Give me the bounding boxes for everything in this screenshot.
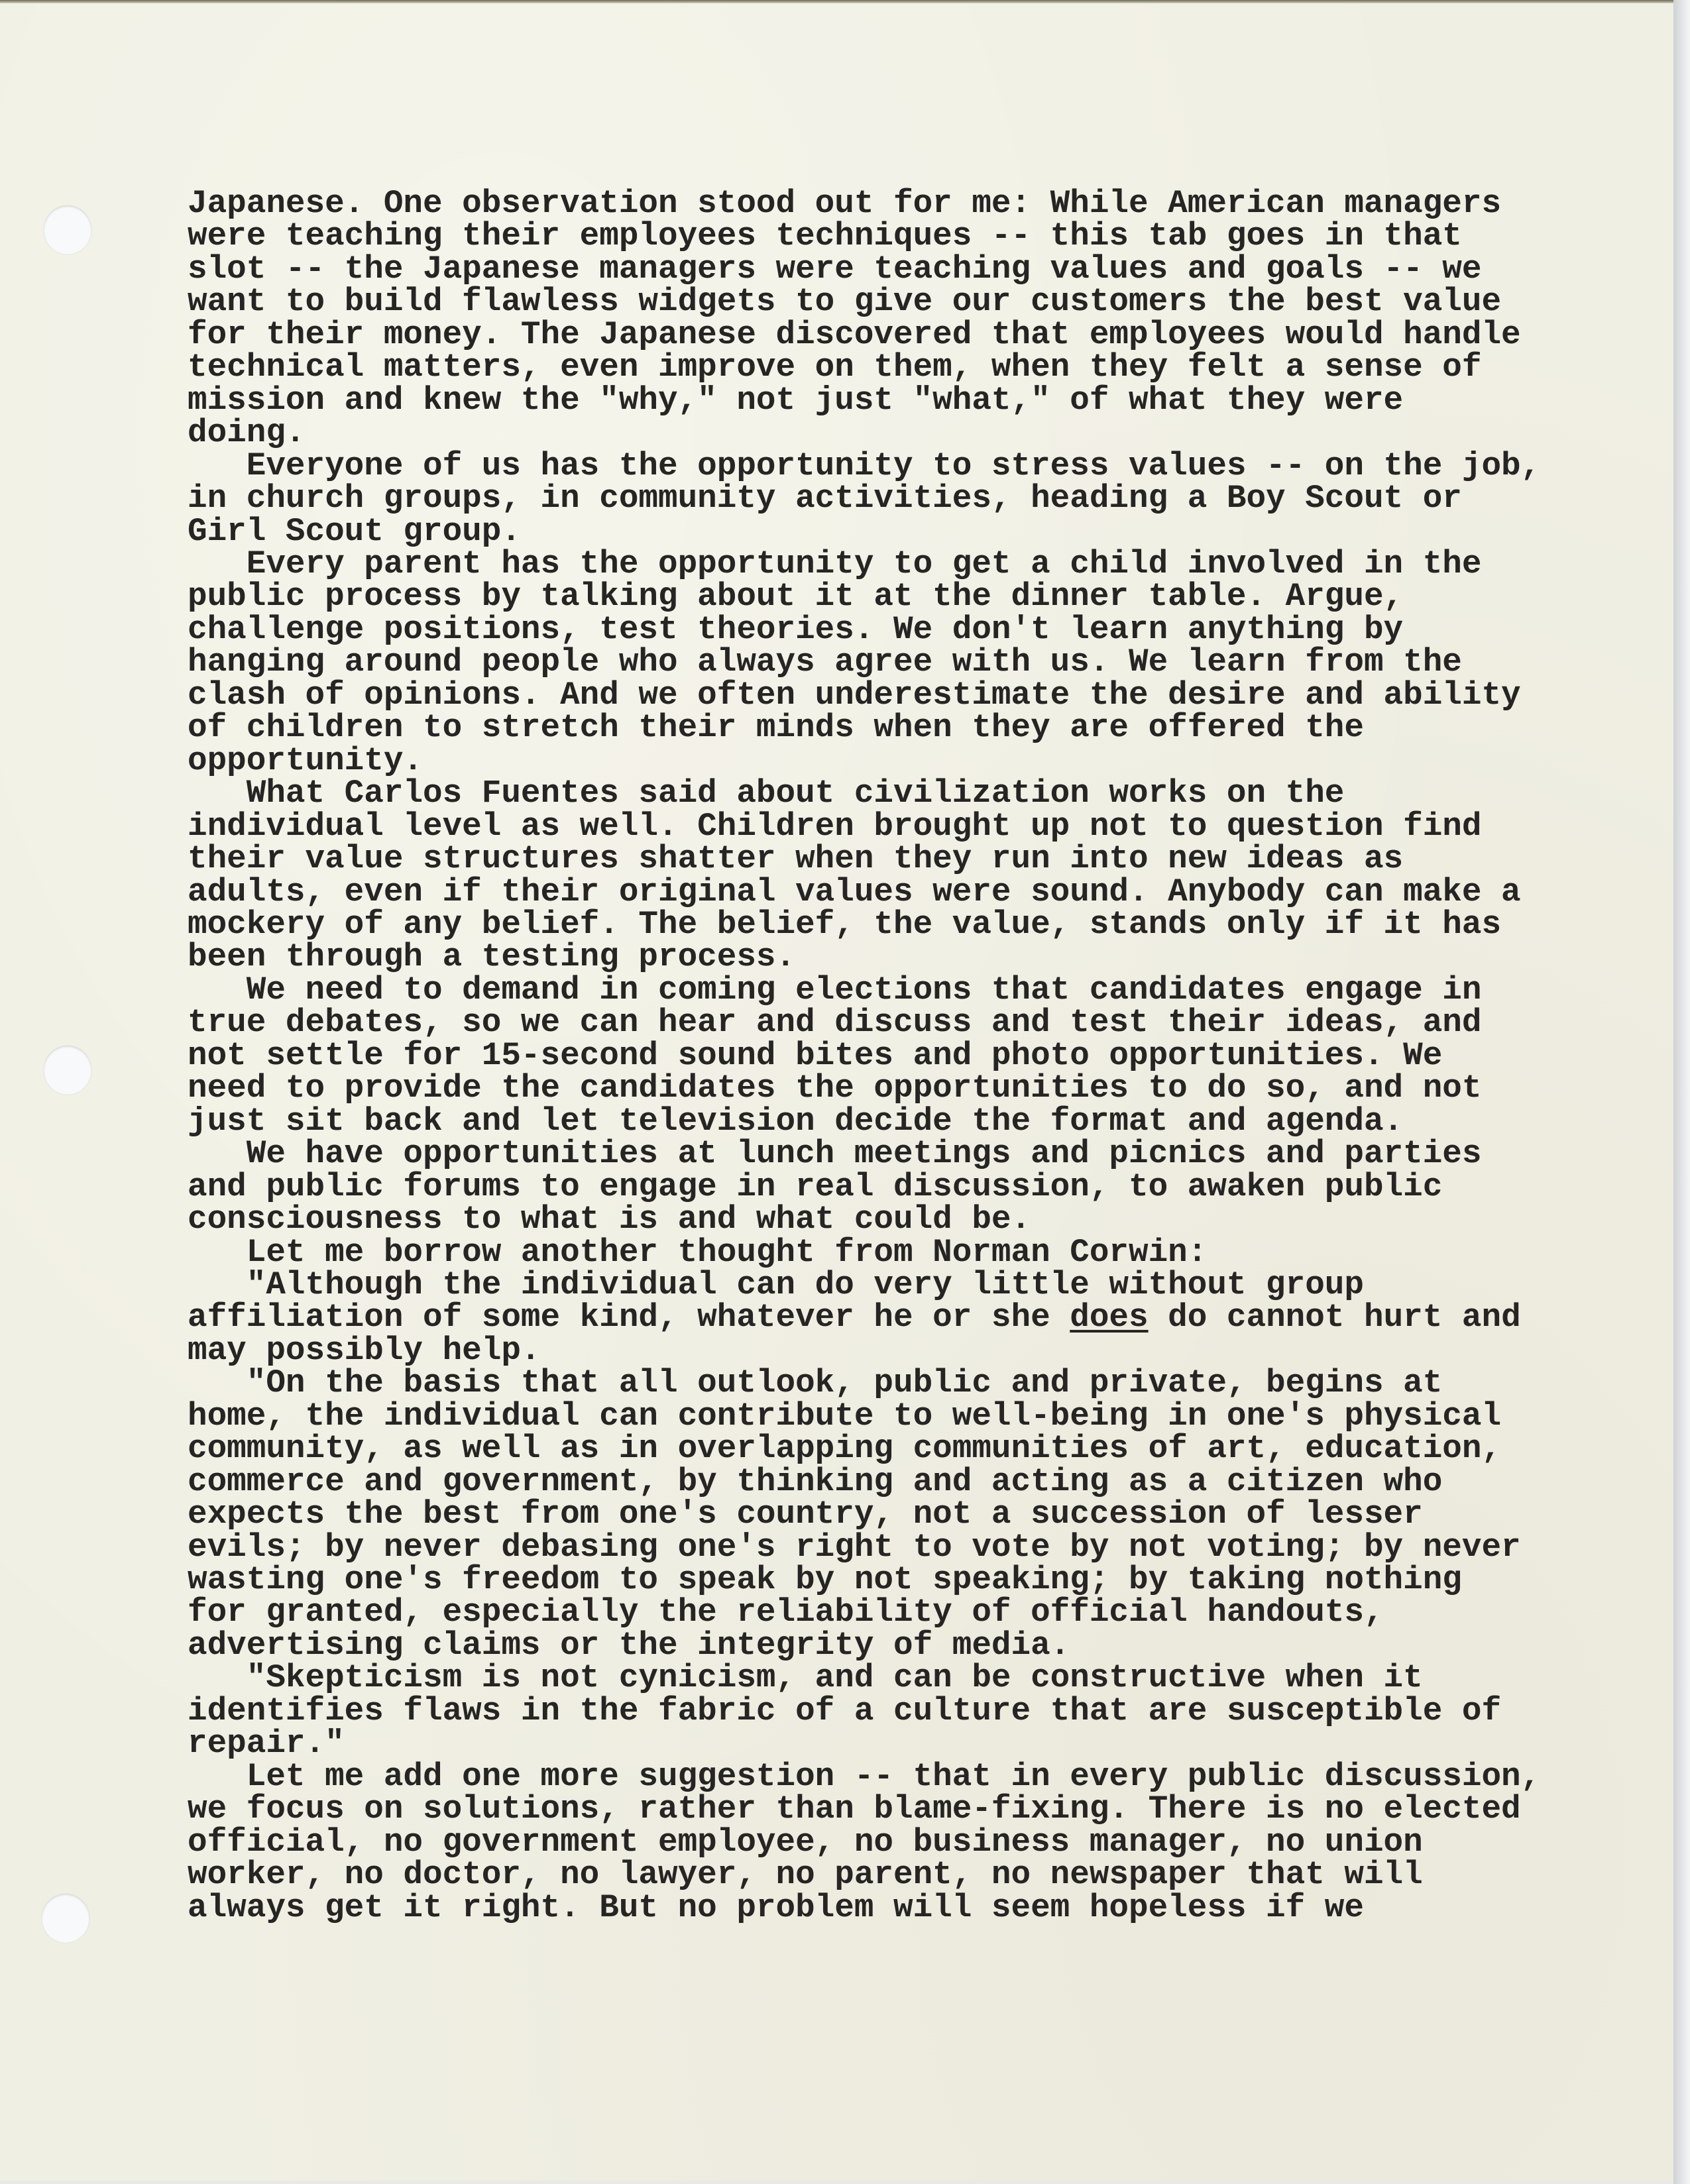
text-line: may possibly help. bbox=[188, 1331, 541, 1369]
text-line: Everyone of us has the opportunity to stress values -- on the job, bbox=[188, 447, 1541, 484]
text-line: need to provide the candidates the opportunities to do so, and not bbox=[188, 1069, 1482, 1107]
paper-page bbox=[0, 3, 1673, 2181]
text-line: evils; by never debasing one's right to vote by not voting; by never bbox=[188, 1528, 1521, 1566]
text-line: hanging around people who always agree with us. We learn from the bbox=[188, 643, 1462, 681]
underlined-emphasis: does bbox=[1070, 1299, 1149, 1337]
text-line: Girl Scout group. bbox=[188, 512, 521, 550]
text-line: We need to demand in coming elections that candidates engage in bbox=[188, 971, 1482, 1009]
text-line: technical matters, even improve on them, when they felt a sense of bbox=[188, 349, 1482, 386]
text-segment: affiliation of some kind, whatever he or she bbox=[188, 1299, 1070, 1337]
punch-hole-bottom bbox=[42, 1894, 89, 1943]
text-line: just sit back and let television decide the format and agenda. bbox=[188, 1102, 1404, 1140]
text-line: commerce and government, by thinking and acting as a citizen who bbox=[188, 1462, 1443, 1500]
text-line: want to build flawless widgets to give our customers the best value bbox=[188, 283, 1502, 321]
text-line: worker, no doctor, no lawyer, no parent, no newspaper that will bbox=[188, 1856, 1423, 1894]
text-line: were teaching their employees techniques -- this tab goes in that bbox=[188, 217, 1462, 255]
text-line: public process by talking about it at the dinner table. Argue, bbox=[188, 578, 1404, 616]
text-line: of children to stretch their minds when they are offered the bbox=[188, 709, 1364, 747]
text-line: "On the basis that all outlook, public and private, begins at bbox=[188, 1364, 1443, 1402]
text-line: mockery of any belief. The belief, the value, stands only if it has bbox=[188, 905, 1502, 943]
text-line: "Although the individual can do very little without group bbox=[188, 1266, 1364, 1303]
text-line: adults, even if their original values were sound. Anybody can make a bbox=[188, 873, 1521, 910]
text-line: wasting one's freedom to speak by not speaking; by taking nothing bbox=[188, 1561, 1462, 1599]
text-line: in church groups, in community activities, heading a Boy Scout or bbox=[188, 480, 1462, 518]
scan-right-edge bbox=[1673, 0, 1690, 2184]
text-line: advertising claims or the integrity of media. bbox=[188, 1626, 1070, 1664]
text-line: always get it right. But no problem will seem hopeless if we bbox=[188, 1888, 1364, 1926]
text-line: home, the individual can contribute to well-being in one's physical bbox=[188, 1397, 1502, 1435]
text-line: their value structures shatter when they run into new ideas as bbox=[188, 840, 1404, 878]
text-line: identifies flaws in the fabric of a culture that are susceptible of bbox=[188, 1692, 1502, 1729]
text-line: Let me borrow another thought from Norman Corwin: bbox=[188, 1233, 1208, 1271]
text-line: Every parent has the opportunity to get a child involved in the bbox=[188, 545, 1482, 582]
punch-hole-top bbox=[44, 205, 91, 254]
text-line: doing. bbox=[188, 414, 306, 452]
text-line: true debates, so we can hear and discuss and test their ideas, and bbox=[188, 1004, 1482, 1042]
text-line: challenge positions, test theories. We don't learn anything by bbox=[188, 610, 1404, 648]
text-line: opportunity. bbox=[188, 741, 423, 779]
text-line: mission and knew the "why," not just "what," of what they were bbox=[188, 381, 1404, 419]
text-line: Let me add one more suggestion -- that in every public discussion, bbox=[188, 1757, 1541, 1795]
text-line bbox=[188, 1299, 1540, 1337]
text-line: consciousness to what is and what could be. bbox=[188, 1201, 1031, 1238]
text-line: expects the best from one's country, not a succession of lesser bbox=[188, 1496, 1423, 1533]
typewritten-body-text bbox=[188, 185, 1541, 1926]
text-line: been through a testing process. bbox=[188, 938, 796, 976]
text-line: for granted, especially the reliability of official handouts, bbox=[188, 1594, 1384, 1631]
text-line: individual level as well. Children brought up not to question find bbox=[188, 807, 1482, 845]
text-line: and public forums to engage in real discussion, to awaken public bbox=[188, 1168, 1443, 1205]
punch-hole-middle bbox=[44, 1046, 91, 1095]
text-segment: do cannot hurt and bbox=[1148, 1299, 1521, 1337]
text-line: we focus on solutions, rather than blame-fixing. There is no elected bbox=[188, 1790, 1521, 1828]
text-line: not settle for 15-second sound bites and photo opportunities. We bbox=[188, 1036, 1443, 1074]
text-line: We have opportunities at lunch meetings and picnics and parties bbox=[188, 1135, 1482, 1173]
text-line: "Skepticism is not cynicism, and can be constructive when it bbox=[188, 1659, 1423, 1697]
text-line: Japanese. One observation stood out for me: While American managers bbox=[188, 185, 1502, 222]
text-line: repair." bbox=[188, 1725, 345, 1763]
text-line: slot -- the Japanese managers were teaching values and goals -- we bbox=[188, 250, 1482, 288]
text-line: for their money. The Japanese discovered that employees would handle bbox=[188, 315, 1521, 353]
text-line: clash of opinions. And we often underestimate the desire and ability bbox=[188, 676, 1521, 714]
text-line: What Carlos Fuentes said about civilization works on the bbox=[188, 775, 1345, 812]
text-line: official, no government employee, no business manager, no union bbox=[188, 1823, 1423, 1861]
text-line: community, as well as in overlapping communities of art, education, bbox=[188, 1430, 1502, 1468]
